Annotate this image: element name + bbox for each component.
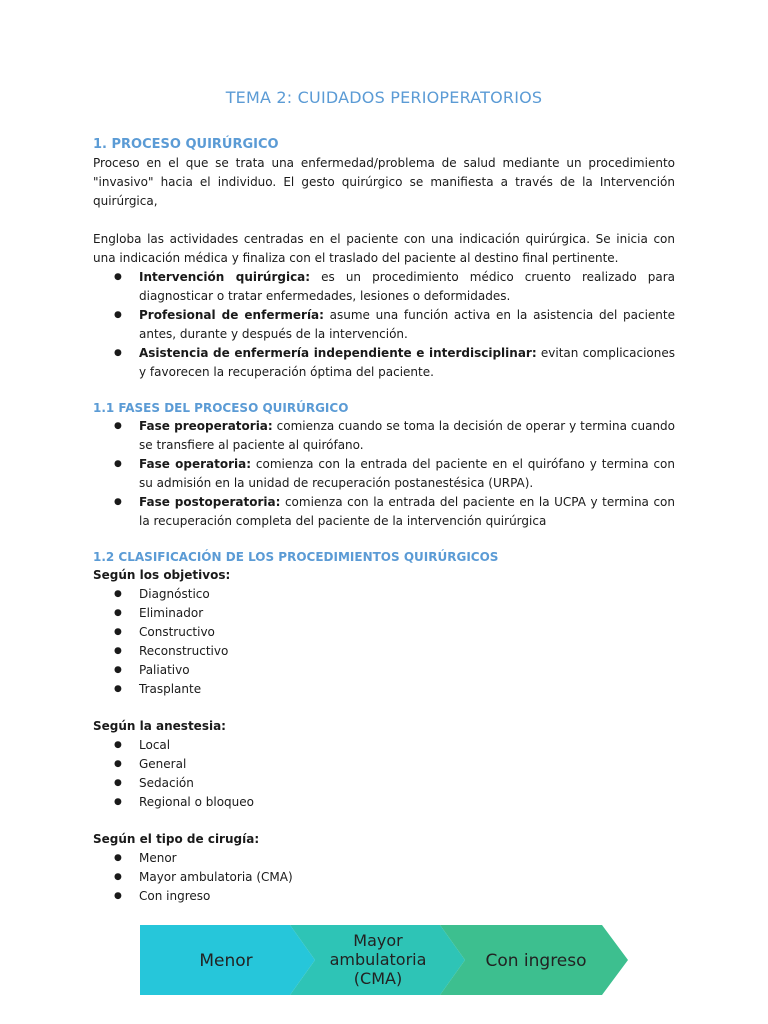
list-item: ● Profesional de enfermería: asume una función activa en la asistencia del paciente antes, durante y después de la intervención. bbox=[139, 306, 675, 344]
proceso-list bbox=[93, 268, 675, 382]
page-title: TEMA 2: CUIDADOS PERIOPERATORIOS bbox=[225, 88, 543, 107]
list-item: ● Fase preoperatoria: comienza cuando se toma la decisión de operar y termina cuando se transfiere al paciente al quirófano. bbox=[139, 417, 675, 455]
list-item: ● Regional o bloqueo bbox=[139, 793, 675, 812]
list-item: ● Mayor ambulatoria (CMA) bbox=[139, 868, 675, 887]
fases-list bbox=[93, 417, 675, 531]
process-step-cma-label-line1: Mayor bbox=[353, 931, 403, 950]
list-item: ● Menor bbox=[139, 849, 675, 868]
anestesia-list bbox=[93, 736, 675, 812]
list-item: ● Eliminador bbox=[139, 604, 675, 623]
paragraph-engloba: Engloba las actividades centradas en el paciente con una indicación quirúrgica. Se inicia con una indicación médica y finaliza con el traslado del paciente al destino final pertinente. bbox=[93, 232, 675, 265]
section-heading-clasificacion: 1.2 CLASIFICACIÓN DE LOS PROCEDIMIENTOS QUIRÚRGICOS bbox=[93, 550, 499, 564]
process-step-cma-label-line2: ambulatoria bbox=[329, 950, 427, 969]
list-item: ● Diagnóstico bbox=[139, 585, 675, 604]
list-item: ● Fase operatoria: comienza con la entrada del paciente en el quirófano y termina con su admisión en la unidad de recuperación postanestésica (URPA). bbox=[139, 455, 675, 493]
group-label-objetivos: Según los objetivos: bbox=[93, 568, 231, 582]
list-item: ● Intervención quirúrgica: es un procedimiento médico cruento realizado para diagnosticar o tratar enfermedades, lesiones o deformidades. bbox=[139, 268, 675, 306]
cirugia-list bbox=[93, 849, 675, 906]
section-heading-proceso: 1. PROCESO QUIRÚRGICO bbox=[93, 137, 279, 152]
list-item: ● Con ingreso bbox=[139, 887, 675, 906]
group-label-anestesia: Según la anestesia: bbox=[93, 719, 226, 733]
list-item: ● Local bbox=[139, 736, 675, 755]
process-step-menor-label: Menor bbox=[199, 951, 253, 971]
list-item: ● Constructivo bbox=[139, 623, 675, 642]
list-item: ● Asistencia de enfermería independiente e interdisciplinar: evitan complicaciones y favorecen la recuperación óptima del paciente. bbox=[139, 344, 675, 382]
process-step-cma-label-line3: (CMA) bbox=[353, 969, 403, 988]
objetivos-list bbox=[93, 585, 675, 699]
process-step-ingreso-label: Con ingreso bbox=[485, 951, 587, 971]
list-item: ● Reconstructivo bbox=[139, 642, 675, 661]
paragraph-definition: Proceso en el que se trata una enfermedad/problema de salud mediante un procedimiento "invasivo" hacia el individuo. El gesto quirúrgico se manifiesta a través de la Intervención quirúrgica, bbox=[93, 156, 675, 208]
section-heading-fases: 1.1 FASES DEL PROCESO QUIRÚRGICO bbox=[93, 401, 349, 415]
list-item: ● General bbox=[139, 755, 675, 774]
group-label-cirugia: Según el tipo de cirugía: bbox=[93, 832, 260, 846]
surgery-type-process-diagram bbox=[140, 925, 630, 995]
list-item: ● Trasplante bbox=[139, 680, 675, 699]
list-item: ● Paliativo bbox=[139, 661, 675, 680]
list-item: ● Sedación bbox=[139, 774, 675, 793]
list-item: ● Fase postoperatoria: comienza con la entrada del paciente en la UCPA y termina con la recuperación completa del paciente de la intervención quirúrgica bbox=[139, 493, 675, 531]
